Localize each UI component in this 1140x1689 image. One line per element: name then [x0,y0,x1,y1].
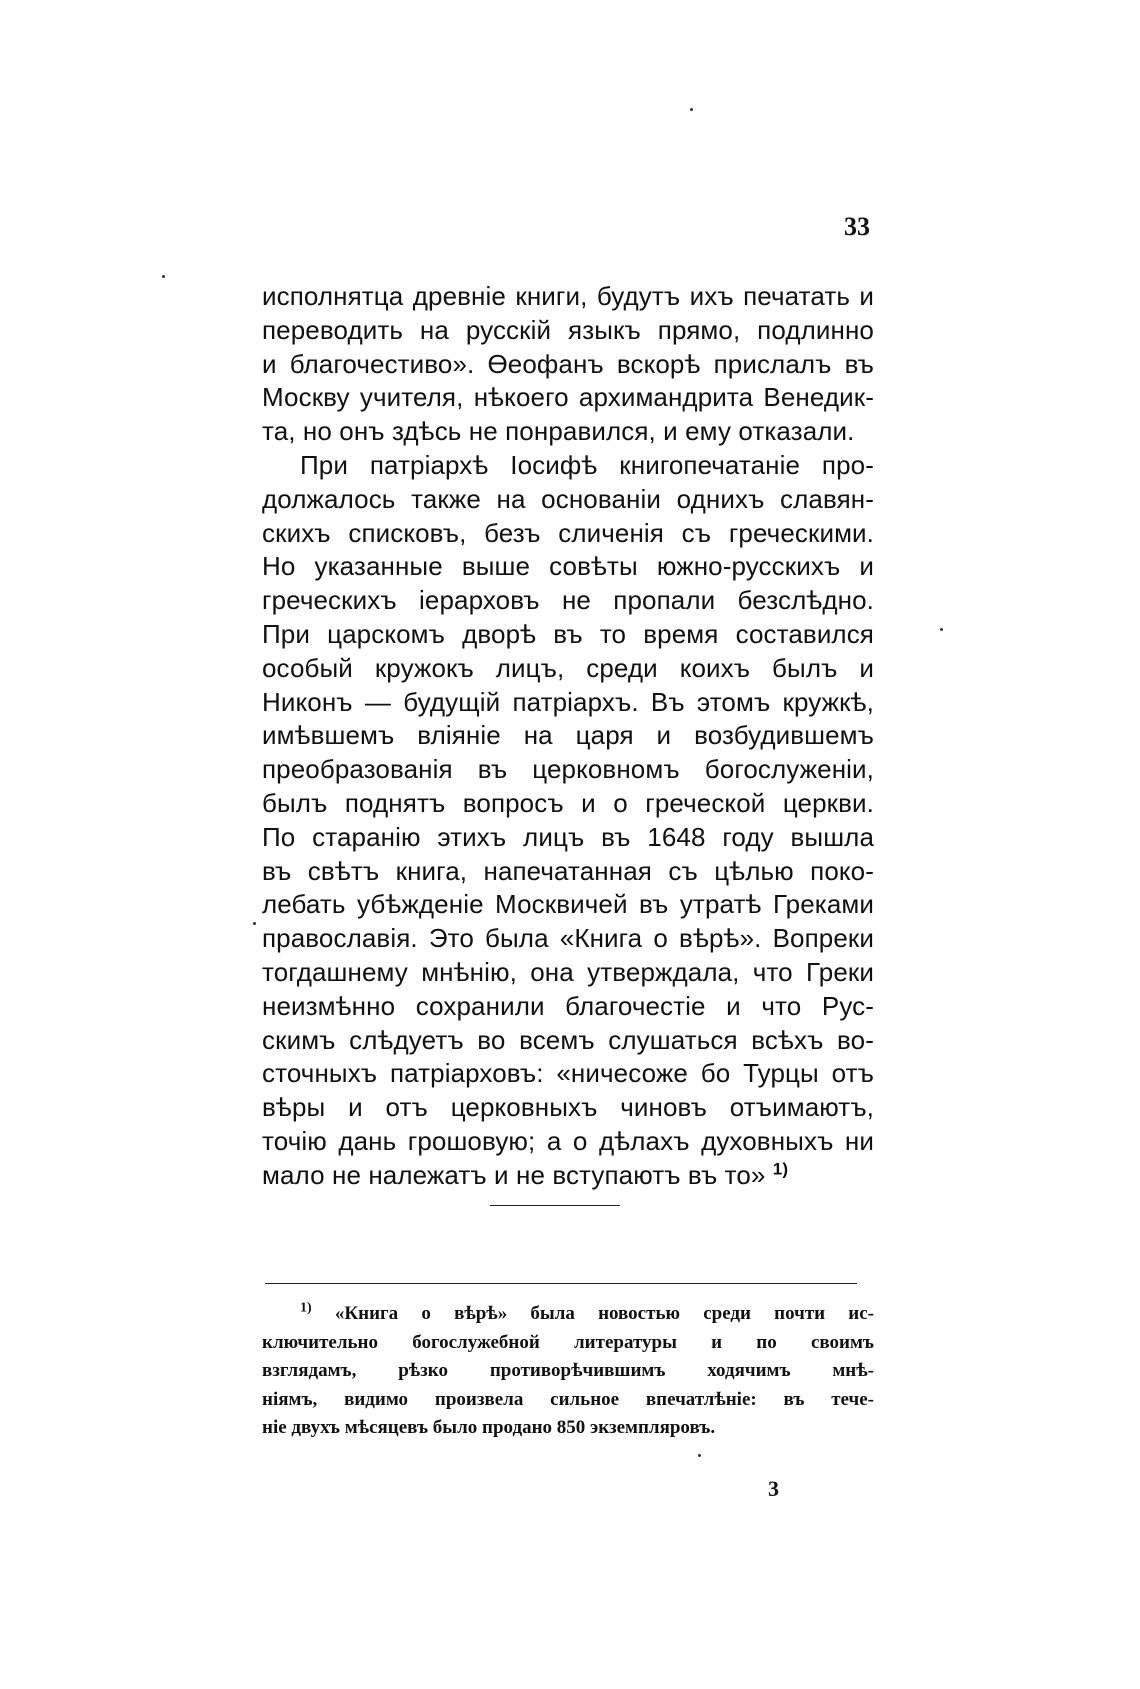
printer-signature-mark: 3 [768,1476,779,1501]
footnote-line: взглядамъ, рѣзко противорѣчившимъ ходячимъ мнѣ- [262,1360,874,1381]
text-line: неизмѣнно сохранили благочестіе и что Рус- [262,990,874,1021]
paper-speck [690,108,693,111]
text-line: мало не належатъ и не вступаютъ въ то» [262,1159,766,1190]
text-line: и благочестиво». Өеофанъ вскорѣ прислалъ въ [262,348,874,379]
text-line: сточныхъ патріарховъ: «ничесоже бо Турцы отъ [262,1058,874,1089]
text-line: имѣвшемъ вліяніе на царя и возбудившемъ [262,720,874,751]
footnote-line: ніямъ, видимо произвела сильное впечатлѣніе: въ тече- [262,1388,874,1410]
text-line: скихъ списковъ, безъ сличенія съ греческими. [262,517,874,548]
page-number: 33 [844,212,870,241]
text-line: та, но онъ здѣсь не понравился, и ему отказали. [262,416,855,447]
section-divider [490,1205,620,1206]
paper-speck [253,922,256,925]
text-line: преобразованія въ церковномъ богослуженіи, [262,754,874,785]
footnote [262,1300,874,1443]
footnote-line: ніе двухъ мѣсяцевъ было продано 850 экземпляровъ. [262,1417,716,1438]
text-line: православія. Это была «Книга о вѣрѣ». Вопреки [262,923,874,954]
footnote-divider [265,1283,857,1284]
footnote-line: «Книга о вѣрѣ» была новостью среди почти ис- [334,1303,875,1324]
text-line: точію дань грошовую; а о дѣлахъ духовныхъ ни [262,1125,874,1156]
footnote-line-first [262,1300,874,1329]
text-line: переводить на русскій языкъ прямо, подлинно [262,314,874,345]
footnote-marker: 1) [300,1300,312,1316]
text-line: должалось также на основаніи однихъ славян- [262,483,874,514]
text-line: вѣры и отъ церковныхъ чиновъ отъимаютъ, [262,1092,874,1123]
text-line: тогдашнему мнѣнію, она утверждала, что Греки [262,956,874,987]
footnote-reference[interactable]: 1) [772,1159,789,1179]
text-line: исполнятца древніе книги, будутъ ихъ печатать и [262,281,874,311]
text-line: особый кружокъ лицъ, среди коихъ былъ и [262,652,874,683]
text-line: лебать убѣжденіе Москвичей въ утратѣ Греками [262,889,874,920]
text-line: былъ поднятъ вопросъ и о греческой церкви. [262,787,874,818]
footnote-line: ключительно богослужебной литературы и по своимъ [262,1331,874,1353]
text-line: Москву учителя, нѣкоего архимандрита Венедик- [262,382,874,413]
paper-speck [940,628,943,631]
text-line: По старанію этихъ лицъ въ 1648 году вышла [262,821,874,852]
text-line: Но указанные выше совѣты южно-русскихъ и [262,551,874,582]
paper-speck [162,275,165,278]
text-line: въ свѣтъ книга, напечатанная съ цѣлью поко- [262,855,874,886]
text-line: греческихъ іерарховъ не пропали безслѣдно. [262,585,874,616]
main-text [262,280,874,1193]
paper-speck [698,1454,701,1457]
text-line: Никонъ — будущій патріархъ. Въ этомъ кружкѣ, [262,686,874,717]
text-line: При патріархѣ Іосифѣ книгопечатаніе про- [300,449,874,480]
text-line-final [262,1159,874,1193]
text-line: При царскомъ дворѣ въ то время составился [262,618,874,649]
text-line: скимъ слѣдуетъ во всемъ слушаться всѣхъ во- [262,1024,874,1055]
